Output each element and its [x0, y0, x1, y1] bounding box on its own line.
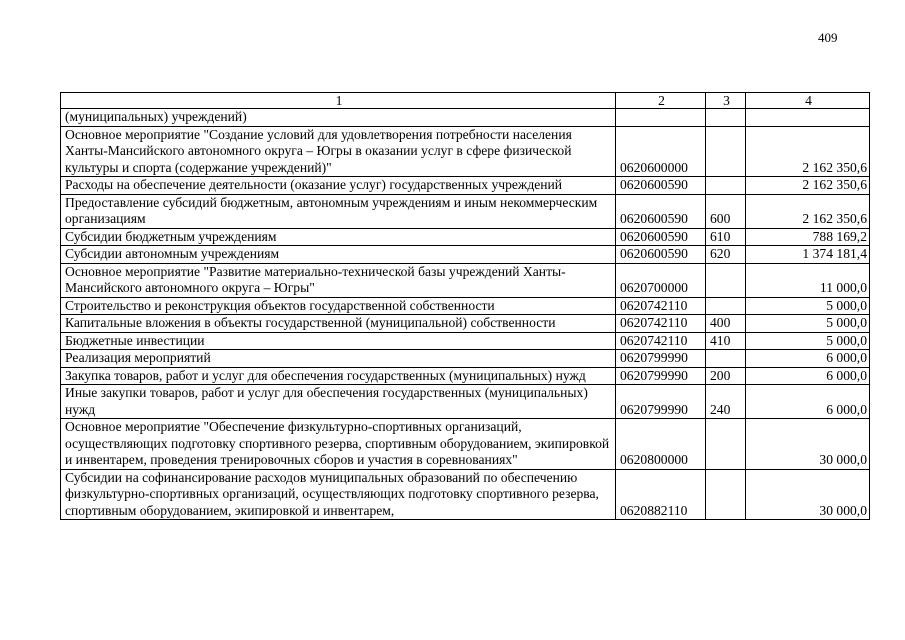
row-sum-cell: 6 000,0	[746, 350, 870, 368]
row-code-cell: 0620799990	[616, 385, 706, 419]
column-header-type: 3	[706, 93, 746, 109]
table-row	[61, 350, 870, 368]
row-name-cell: Основное мероприятие "Обеспечение физкультурно-спортивных организаций, осуществляющих подготовку спортивного резерва, спортивным оборудованием, экипировкой и инвентарем, проведения тренировочных сборов и участия в соревнованиях"	[61, 419, 616, 470]
row-code-cell: 0620799990	[616, 367, 706, 385]
row-type-cell: 400	[706, 315, 746, 333]
table-row	[61, 263, 870, 297]
table-row	[61, 109, 870, 127]
row-type-cell	[706, 109, 746, 127]
row-name-cell: Субсидии автономным учреждениям	[61, 246, 616, 264]
row-code-cell: 0620742110	[616, 332, 706, 350]
budget-table	[60, 92, 870, 520]
table-row	[61, 385, 870, 419]
table-row	[61, 194, 870, 228]
row-code-cell: 0620742110	[616, 297, 706, 315]
table-row	[61, 315, 870, 333]
row-sum-cell: 5 000,0	[746, 315, 870, 333]
row-type-cell	[706, 350, 746, 368]
column-header-code: 2	[616, 93, 706, 109]
row-code-cell	[616, 109, 706, 127]
row-type-cell: 620	[706, 246, 746, 264]
row-name-cell: Основное мероприятие "Развитие материально-технической базы учреждений Ханты-Мансийского автономного округа – Югры"	[61, 263, 616, 297]
row-sum-cell	[746, 109, 870, 127]
row-sum-cell: 5 000,0	[746, 297, 870, 315]
row-type-cell	[706, 263, 746, 297]
row-type-cell	[706, 126, 746, 177]
column-header-sum: 4	[746, 93, 870, 109]
row-name-cell: Иные закупки товаров, работ и услуг для обеспечения государственных (муниципальных) нужд	[61, 385, 616, 419]
row-sum-cell: 5 000,0	[746, 332, 870, 350]
table-row	[61, 469, 870, 520]
row-sum-cell: 6 000,0	[746, 367, 870, 385]
row-sum-cell: 30 000,0	[746, 419, 870, 470]
row-name-cell: Субсидии бюджетным учреждениям	[61, 228, 616, 246]
row-code-cell: 0620799990	[616, 350, 706, 368]
row-code-cell: 0620600590	[616, 194, 706, 228]
row-sum-cell: 2 162 350,6	[746, 126, 870, 177]
row-type-cell: 600	[706, 194, 746, 228]
row-sum-cell: 6 000,0	[746, 385, 870, 419]
row-sum-cell: 788 169,2	[746, 228, 870, 246]
row-code-cell: 0620742110	[616, 315, 706, 333]
table-header	[61, 93, 870, 109]
row-name-cell: Расходы на обеспечение деятельности (оказание услуг) государственных учреждений	[61, 177, 616, 195]
row-type-cell	[706, 469, 746, 520]
row-type-cell	[706, 419, 746, 470]
row-type-cell: 200	[706, 367, 746, 385]
row-code-cell: 0620600590	[616, 228, 706, 246]
row-name-cell: Основное мероприятие "Создание условий для удовлетворения потребности населения Ханты-Мансийского автономного округа – Югры в оказании услуг в сфере физической культуры и спорта (содержание учреждений)"	[61, 126, 616, 177]
row-type-cell	[706, 177, 746, 195]
row-type-cell: 610	[706, 228, 746, 246]
row-sum-cell: 11 000,0	[746, 263, 870, 297]
row-code-cell: 0620882110	[616, 469, 706, 520]
row-sum-cell: 30 000,0	[746, 469, 870, 520]
row-name-cell: Субсидии на софинансирование расходов муниципальных образований по обеспечению физкультурно-спортивных организаций, осуществляющих подготовку спортивного резерва, спортивным оборудованием, экипировкой и инвентарем,	[61, 469, 616, 520]
row-sum-cell: 2 162 350,6	[746, 194, 870, 228]
row-type-cell: 410	[706, 332, 746, 350]
row-name-cell: Реализация мероприятий	[61, 350, 616, 368]
table-row	[61, 297, 870, 315]
row-type-cell: 240	[706, 385, 746, 419]
row-sum-cell: 2 162 350,6	[746, 177, 870, 195]
row-code-cell: 0620600590	[616, 177, 706, 195]
table-body	[61, 109, 870, 520]
row-name-cell: Бюджетные инвестиции	[61, 332, 616, 350]
table-row	[61, 126, 870, 177]
header-row	[61, 93, 870, 109]
row-name-cell: Строительство и реконструкция объектов государственной собственности	[61, 297, 616, 315]
column-header-name: 1	[61, 93, 616, 109]
table-row	[61, 367, 870, 385]
row-code-cell: 0620700000	[616, 263, 706, 297]
table-row	[61, 332, 870, 350]
page-number: 409	[818, 30, 838, 45]
row-code-cell: 0620800000	[616, 419, 706, 470]
row-code-cell: 0620600000	[616, 126, 706, 177]
row-code-cell: 0620600590	[616, 246, 706, 264]
table-row	[61, 246, 870, 264]
row-name-cell: Капитальные вложения в объекты государственной (муниципальной) собственности	[61, 315, 616, 333]
table-row	[61, 419, 870, 470]
table-row	[61, 228, 870, 246]
table-row	[61, 177, 870, 195]
row-name-cell: Предоставление субсидий бюджетным, автономным учреждениям и иным некоммерческим организациям	[61, 194, 616, 228]
row-name-cell: (муниципальных) учреждений)	[61, 109, 616, 127]
row-name-cell: Закупка товаров, работ и услуг для обеспечения государственных (муниципальных) нужд	[61, 367, 616, 385]
row-sum-cell: 1 374 181,4	[746, 246, 870, 264]
row-type-cell	[706, 297, 746, 315]
